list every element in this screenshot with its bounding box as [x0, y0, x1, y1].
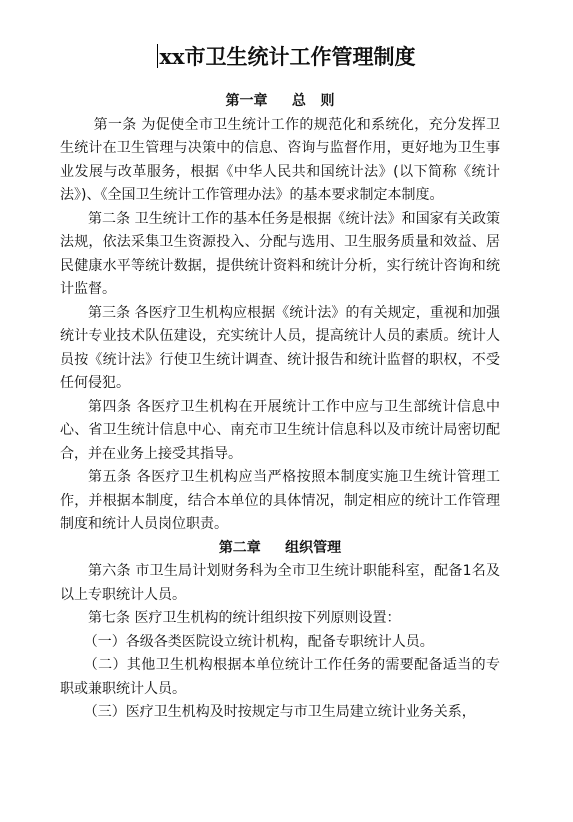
list-item: （一）各级各类医院设立统计机构，配备专职统计人员。 [83, 633, 434, 650]
chapter-heading: 第一章 总 则 [225, 93, 335, 109]
article-paragraph: 第四条 各医疗卫生机构在开展统计工作中应与卫生部统计信息中心、省卫生统计信息中心、南充市卫生统计信息科以及市统计局密切配合，并在业务上接受其指导。 [60, 398, 500, 462]
list-item: （二）其他卫生机构根据本单位统计工作任务的需要配备适当的专职或兼职统计人员。 [60, 657, 500, 697]
document-body [60, 90, 500, 725]
article-paragraph: 第三条 各医疗卫生机构应根据《统计法》的有关规定，重视和加强统计专业技术队伍建设，充实统计人员，提高统计人员的素质。统计人员按《统计法》行使卫生统计调查、统计报告和统计监督的职权，不受任何侵犯。 [60, 304, 500, 391]
document-title-line [0, 42, 573, 72]
document-title: xx市卫生统计工作管理制度 [159, 44, 416, 69]
list-item: （三）医疗卫生机构及时按规定与市卫生局建立统计业务关系， [83, 704, 476, 720]
article-paragraph: 第七条 医疗卫生机构的统计组织按下列原则设置： [88, 610, 401, 626]
article-paragraph: 第一条 为促使全市卫生统计工作的规范化和系统化，充分发挥卫生统计在卫生管理与决策中的信息、咨询与监督作用，更好地为卫生事业发展与改革服务，根据《中华人民共和国统计法》(以下简称《统计法》)、《全国卫生统计工作管理办法》的基本要求制定本制度。 [60, 116, 500, 203]
article-paragraph: 第二条 卫生统计工作的基本任务是根据《统计法》和国家有关政策法规，依法采集卫生资源投入、分配与选用、卫生服务质量和效益、居民健康水平等统计数据，提供统计资料和统计分析，实行统计咨询和统计监督。 [60, 210, 500, 297]
article-paragraph: 第六条 市卫生局计划财务科为全市卫生统计职能科室，配备1名及以上专职统计人员。 [60, 563, 500, 603]
chapter-heading: 第二章 组织管理 [218, 539, 342, 556]
article-paragraph: 第五条 各医疗卫生机构应当严格按照本制度实施卫生统计管理工作，并根据本制度，结合本单位的具体情况，制定相应的统计工作管理制度和统计人员岗位职责。 [60, 469, 500, 532]
